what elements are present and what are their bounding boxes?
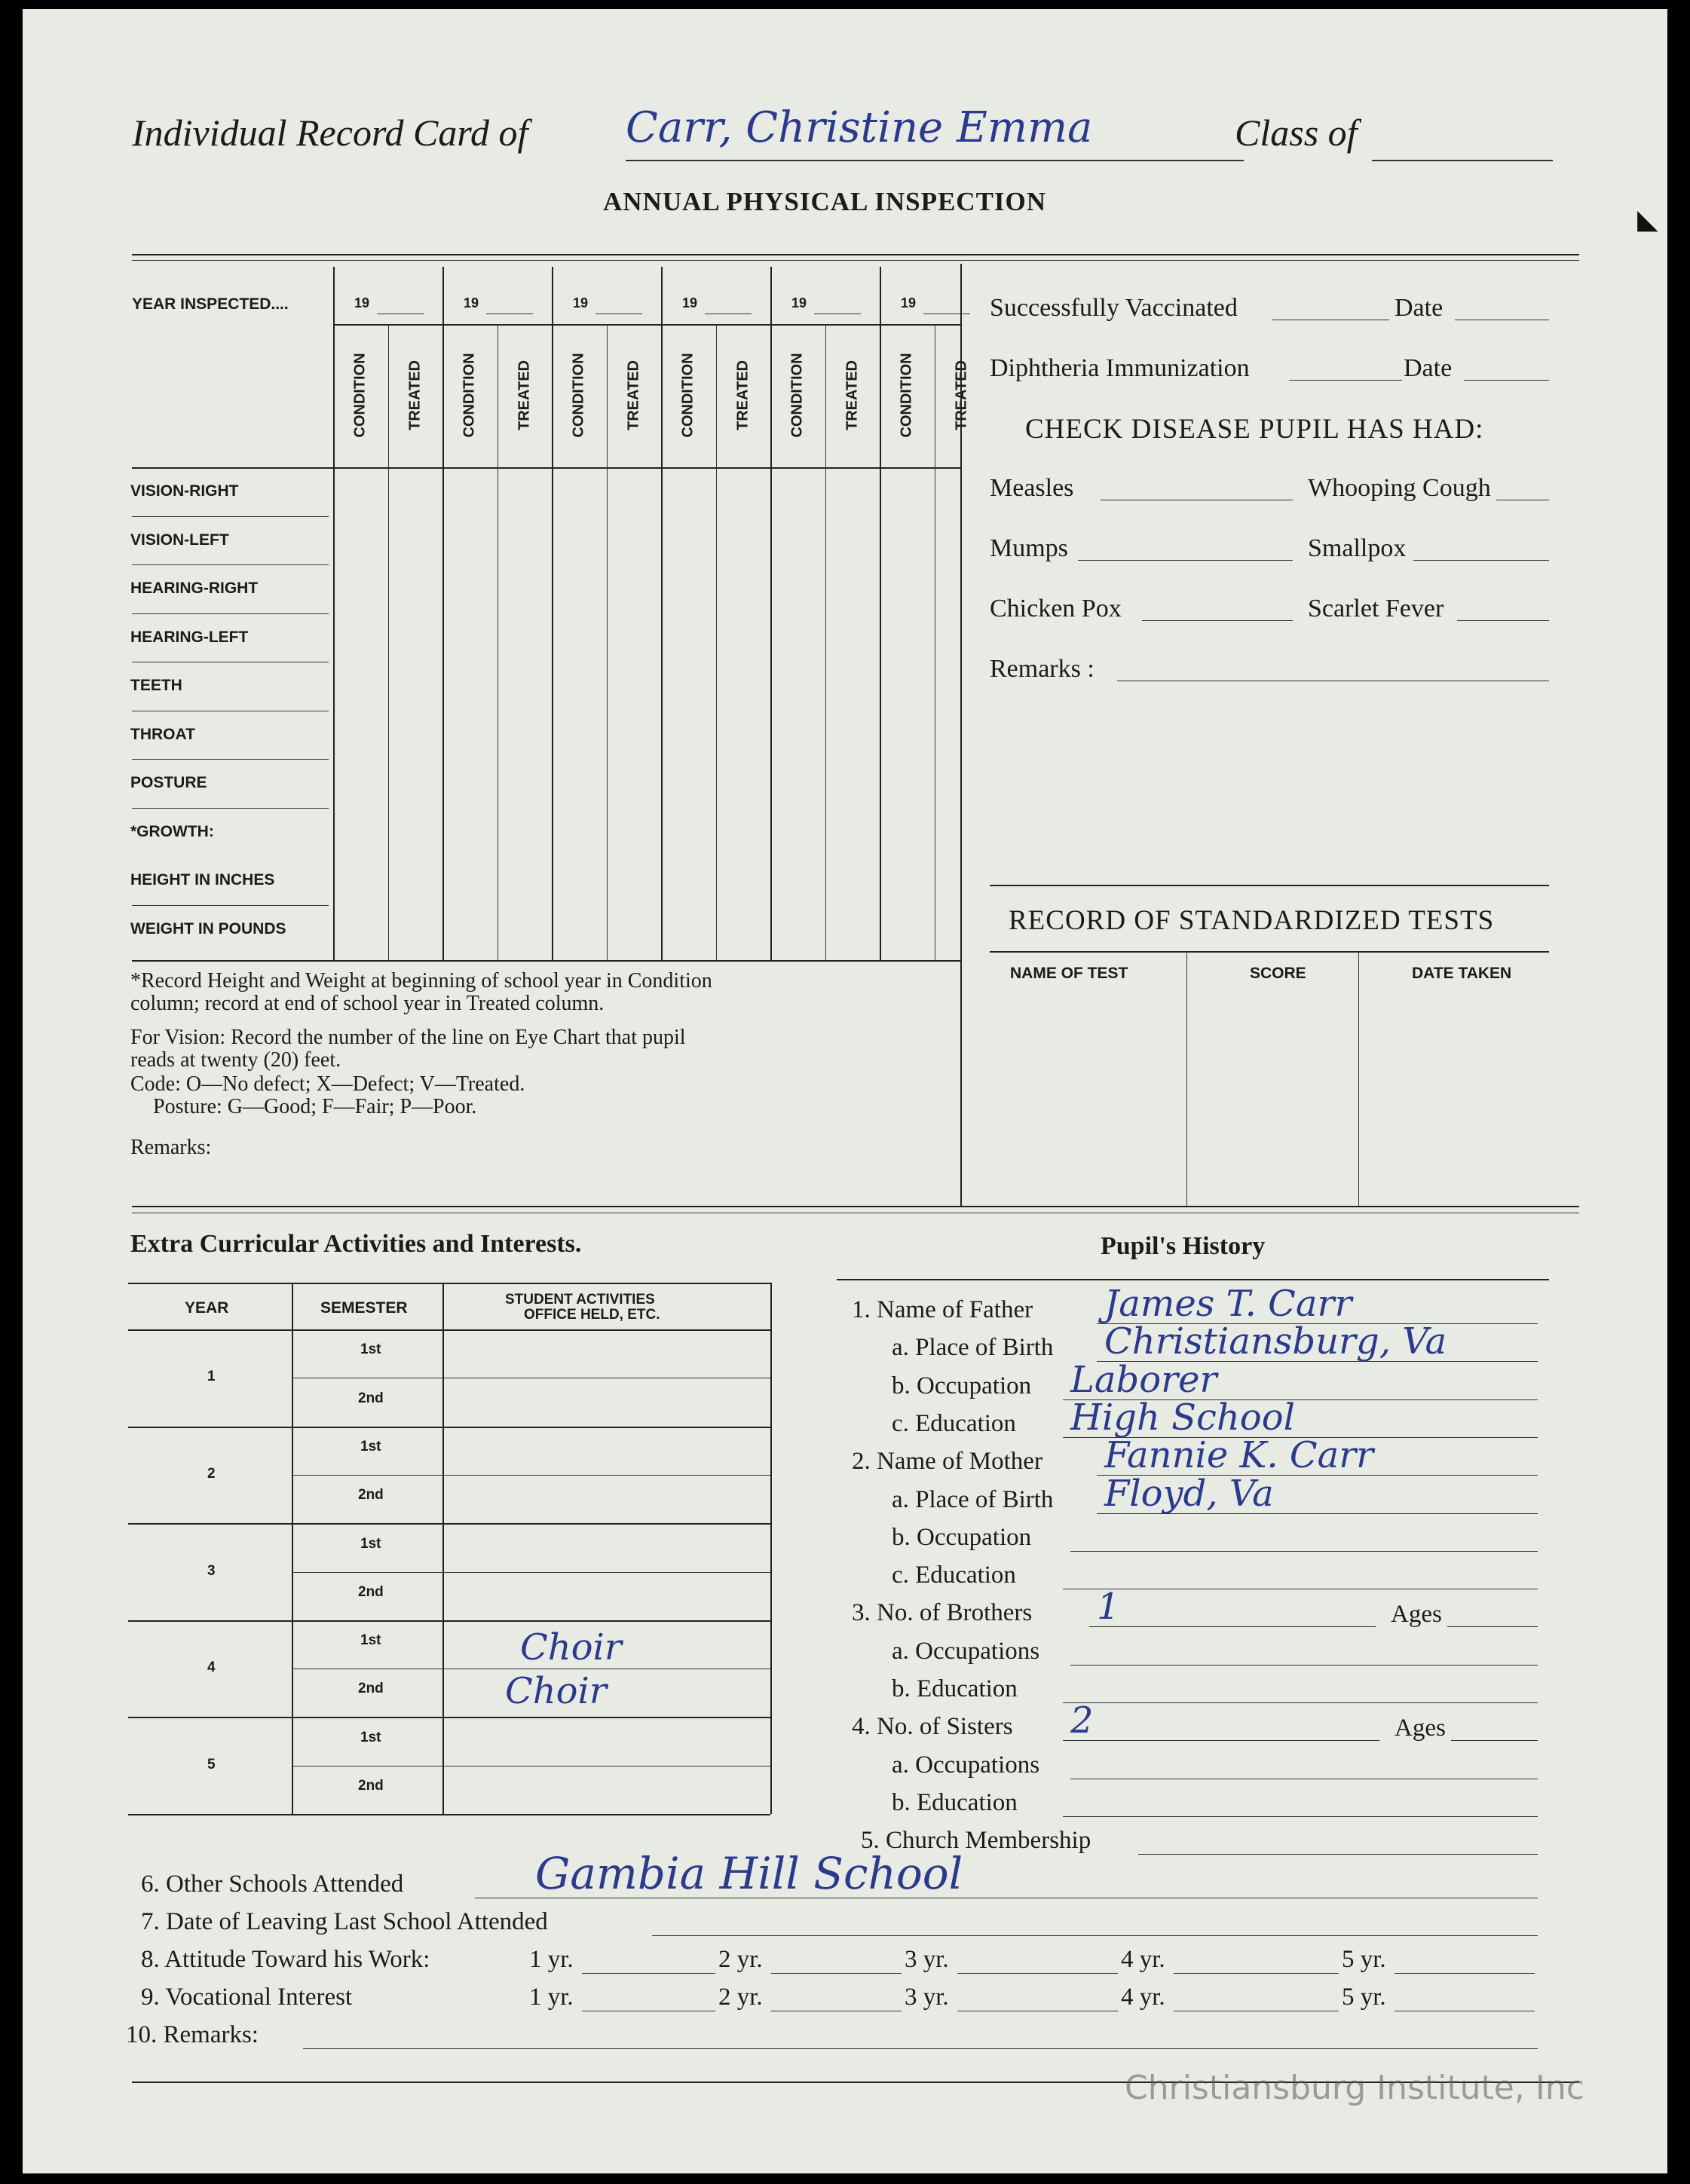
year-19-label: 19 (573, 295, 589, 310)
tests-col-divider-1 (1186, 951, 1187, 1206)
name-underline (626, 160, 1244, 161)
tests-col-name: NAME OF TEST (1010, 965, 1128, 982)
row-label: HEIGHT IN INCHES (130, 871, 275, 889)
year-19-label: 19 (791, 295, 807, 310)
measles-label: Measles (990, 474, 1074, 502)
cond-treated-divider (825, 324, 826, 960)
ages-label: Ages (1395, 1714, 1446, 1742)
year-number: 4 (207, 1659, 216, 1676)
smallpox-line (1413, 560, 1549, 561)
semester-2nd: 2nd (358, 1778, 384, 1794)
record-card (23, 9, 1667, 2173)
history-label: a. Occupations (892, 1637, 1040, 1665)
year-19-label: 19 (682, 295, 698, 310)
treated-header: TREATED (734, 360, 752, 430)
vaccinated-label: Successfully Vaccinated (990, 294, 1238, 322)
final-remarks-line (303, 2048, 1538, 2049)
ages-label: Ages (1391, 1601, 1442, 1629)
condition-header: CONDITION (898, 353, 915, 438)
check-disease-heading: CHECK DISEASE PUPIL HAS HAD: (1025, 414, 1484, 445)
acts-col-divider-2 (442, 1283, 444, 1814)
mumps-label: Mumps (990, 534, 1068, 562)
scarlet-line (1457, 620, 1549, 621)
row-rule (132, 516, 329, 517)
col-activities: STUDENT ACTIVITIES (505, 1292, 655, 1308)
semester-1st: 1st (360, 1341, 381, 1358)
year-divider (442, 267, 444, 960)
diphtheria-line (1289, 380, 1402, 381)
diphtheria-label: Diphtheria Immunization (990, 354, 1250, 382)
row-label: POSTURE (130, 774, 207, 791)
history-line (1063, 1702, 1538, 1703)
year-row-rule (333, 324, 960, 326)
history-value: 1 (1097, 1586, 1120, 1629)
ages-line (1451, 1740, 1538, 1741)
tests-heading: RECORD OF STANDARDIZED TESTS (1009, 905, 1495, 936)
history-heading: Pupil's History (1101, 1232, 1266, 1260)
treated-header: TREATED (843, 360, 861, 430)
treated-header: TREATED (625, 360, 642, 430)
top-rule (132, 254, 1579, 255)
semester-2nd: 2nd (358, 1390, 384, 1406)
final-remarks-label: 10. Remarks: (126, 2021, 259, 2048)
tests-top-rule (990, 885, 1549, 886)
acts-top-rule (128, 1283, 770, 1284)
semester-rule (292, 1475, 770, 1476)
history-label: 2. Name of Mother (852, 1448, 1042, 1476)
history-value: Laborer (1070, 1358, 1217, 1401)
year-slot-line (582, 1973, 715, 1974)
year-rule (128, 1620, 770, 1622)
year-divider (770, 267, 772, 960)
watermark: Christiansburg Institute, Inc (1125, 2069, 1584, 2107)
leaving-line (652, 1935, 1538, 1936)
semester-rule (292, 1572, 770, 1573)
row-label: VISION-LEFT (130, 531, 229, 549)
activities-heading: Extra Curricular Activities and Interests. (130, 1230, 582, 1258)
semester-1st: 1st (360, 1535, 381, 1552)
acts-col-divider-1 (292, 1283, 293, 1814)
history-label: a. Place of Birth (892, 1334, 1054, 1362)
student-name: Carr, Christine Emma (626, 103, 1093, 152)
history-line (1063, 1740, 1379, 1741)
year-divider (661, 267, 663, 960)
chicken-pox-line (1142, 620, 1293, 621)
history-label: 4. No. of Sisters (852, 1713, 1013, 1741)
history-label: 3. No. of Brothers (852, 1599, 1033, 1627)
row-label: TEETH (130, 677, 182, 694)
smallpox-label: Smallpox (1308, 534, 1407, 562)
year-slot-5: 5 yr. (1342, 1984, 1386, 2011)
condition-header: CONDITION (351, 353, 369, 438)
year-slot-3: 3 yr. (905, 1984, 949, 2011)
year-rule (128, 1523, 770, 1525)
year-slot-3: 3 yr. (905, 1946, 949, 1973)
acts-bottom-rule (128, 1814, 770, 1815)
class-label: Class of (1235, 112, 1358, 154)
chicken-pox-label: Chicken Pox (990, 595, 1122, 622)
header-bottom-rule (132, 467, 960, 469)
attitude-label: 8. Attitude Toward his Work: (141, 1946, 430, 1973)
tests-col-date: DATE TAKEN (1412, 965, 1512, 982)
history-label: c. Education (892, 1409, 1016, 1437)
year-slot-5: 5 yr. (1342, 1946, 1386, 1973)
year-number: 2 (207, 1465, 216, 1482)
year-slot-line (1174, 1973, 1339, 1974)
history-label: a. Occupations (892, 1751, 1040, 1779)
year-slot-2: 2 yr. (718, 1984, 763, 2011)
condition-header: CONDITION (788, 353, 806, 438)
vocational-label: 9. Vocational Interest (141, 1984, 353, 2011)
year-slot-1: 1 yr. (529, 1946, 574, 1973)
acts-right-border (770, 1283, 772, 1814)
condition-header: CONDITION (679, 353, 697, 438)
history-label: b. Occupation (892, 1523, 1032, 1551)
diphtheria-date-line (1464, 380, 1549, 381)
diphtheria-date-label: Date (1404, 354, 1453, 382)
top-rule-2 (132, 260, 1579, 261)
row-rule (132, 808, 329, 809)
history-top-rule (837, 1279, 1549, 1280)
grid-bottom-rule (132, 960, 960, 962)
note-vision: For Vision: Record the number of the line on Eye Chart that pupil reads at twenty (20) feet. (130, 1026, 686, 1072)
acts-header-rule (128, 1329, 770, 1331)
scarlet-label: Scarlet Fever (1308, 595, 1444, 622)
activity-choir-1st: Choir (520, 1626, 622, 1669)
year-slot-2: 2 yr. (718, 1946, 763, 1973)
year-19-label: 19 (354, 295, 370, 310)
history-line (1138, 1854, 1538, 1855)
cond-treated-divider (607, 324, 608, 960)
year-slot-line (771, 1973, 902, 1974)
activity-choir-2nd: Choir (505, 1670, 607, 1713)
leaving-label: 7. Date of Leaving Last School Attended (141, 1908, 548, 1935)
condition-header: CONDITION (461, 353, 478, 438)
panel-divider (960, 264, 962, 1206)
year-19-label: 19 (901, 295, 917, 310)
ages-line (1447, 1626, 1538, 1627)
year-inspected-label: YEAR INSPECTED.... (132, 295, 289, 313)
semester-2nd: 2nd (358, 1487, 384, 1503)
col-activities-2: OFFICE HELD, ETC. (524, 1307, 660, 1323)
year-divider (880, 267, 881, 960)
year-slot-line (1395, 1973, 1535, 1974)
history-value: 2 (1070, 1699, 1094, 1742)
history-value: James T. Carr (1104, 1283, 1352, 1325)
row-label: HEARING-LEFT (130, 628, 249, 646)
row-label: THROAT (130, 725, 195, 743)
history-line (1089, 1626, 1376, 1627)
middle-rule (132, 1206, 1579, 1207)
history-label: 1. Name of Father (852, 1296, 1033, 1323)
year-divider (333, 267, 335, 960)
treated-header: TREATED (516, 360, 533, 430)
col-semester: SEMESTER (320, 1299, 408, 1317)
history-value: High School (1070, 1396, 1295, 1439)
history-label: c. Education (892, 1562, 1016, 1589)
edge-mark: ◣ (1637, 204, 1658, 234)
treated-header: TREATED (406, 360, 424, 430)
year-rule (128, 1717, 770, 1718)
vaccinated-date-label: Date (1395, 294, 1444, 322)
treated-header: TREATED (953, 360, 970, 430)
title-prefix: Individual Record Card of (132, 112, 528, 154)
history-label: 5. Church Membership (861, 1827, 1091, 1855)
row-rule (132, 905, 329, 906)
history-label: b. Education (892, 1675, 1018, 1702)
year-number: 3 (207, 1562, 216, 1579)
mumps-line (1078, 560, 1293, 561)
row-label: VISION-RIGHT (130, 482, 239, 500)
semester-2nd: 2nd (358, 1583, 384, 1600)
row-label: *GROWTH: (130, 822, 214, 840)
whooping-label: Whooping Cough (1308, 474, 1491, 502)
year-slot-1: 1 yr. (529, 1984, 574, 2011)
year-19-label: 19 (464, 295, 479, 310)
row-rule (132, 759, 329, 760)
year-number: 1 (207, 1369, 216, 1385)
year-rule (128, 1427, 770, 1428)
condition-header: CONDITION (570, 353, 587, 438)
row-label: HEARING-RIGHT (130, 580, 259, 597)
cond-treated-divider (716, 324, 717, 960)
other-schools-label: 6. Other Schools Attended (141, 1870, 404, 1898)
subtitle: ANNUAL PHYSICAL INSPECTION (603, 187, 1047, 216)
row-rule (132, 564, 329, 565)
note-code: Code: O—No defect; X—Defect; V—Treated. Posture: G—Good; F—Fair; P—Poor. (130, 1072, 525, 1118)
year-slot-line (957, 1973, 1118, 1974)
history-label: b. Occupation (892, 1372, 1032, 1399)
cond-treated-divider (388, 324, 389, 960)
health-remarks-label: Remarks : (990, 655, 1095, 683)
history-value: Fannie K. Carr (1104, 1434, 1374, 1477)
note-record: *Record Height and Weight at beginning of school year in Condition column; record at end of school year in Treated column. (130, 969, 712, 1015)
history-line (1070, 1551, 1538, 1552)
semester-1st: 1st (360, 1632, 381, 1649)
col-year: YEAR (185, 1299, 229, 1317)
history-value: Christiansburg, Va (1104, 1320, 1447, 1363)
semester-2nd: 2nd (358, 1681, 384, 1697)
row-rule (132, 613, 329, 614)
other-schools-value: Gambia Hill School (535, 1848, 963, 1899)
history-label: a. Place of Birth (892, 1485, 1054, 1513)
history-line (1063, 1816, 1538, 1817)
history-value: Floyd, Va (1104, 1472, 1274, 1515)
tests-col-score: SCORE (1250, 965, 1306, 982)
year-divider (552, 267, 553, 960)
tests-header-rule (990, 951, 1549, 953)
class-underline (1372, 160, 1553, 161)
year-number: 5 (207, 1756, 216, 1773)
semester-1st: 1st (360, 1438, 381, 1454)
tests-col-divider-2 (1358, 951, 1359, 1206)
history-line (1070, 1665, 1538, 1666)
inspection-remarks-label: Remarks: (130, 1136, 212, 1159)
semester-1st: 1st (360, 1729, 381, 1745)
history-label: b. Education (892, 1788, 1018, 1816)
year-slot-4: 4 yr. (1121, 1946, 1165, 1973)
year-slot-4: 4 yr. (1121, 1984, 1165, 2011)
row-label: WEIGHT IN POUNDS (130, 919, 286, 938)
